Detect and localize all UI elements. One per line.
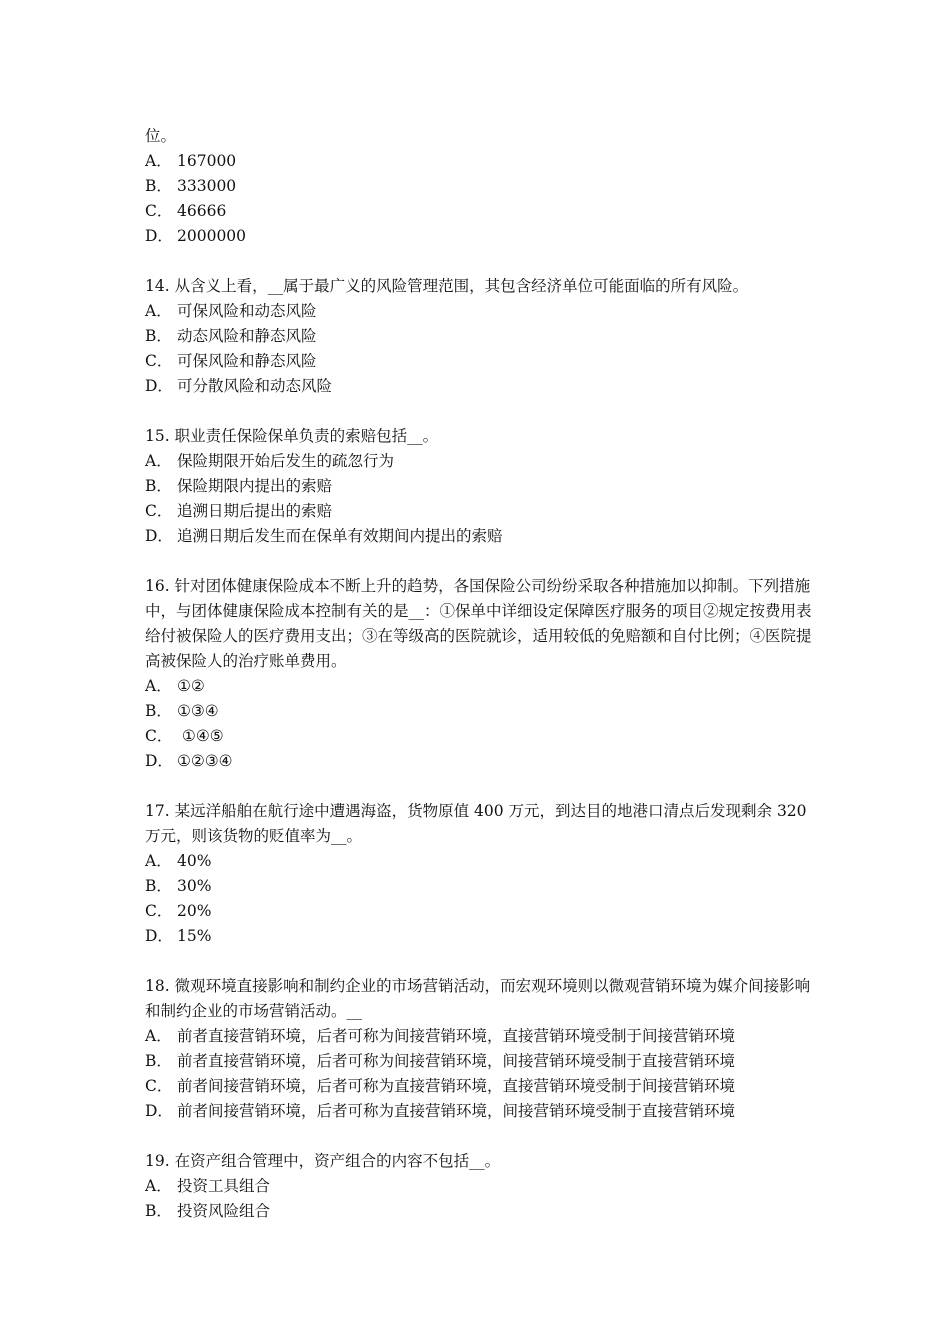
option-text: 可分散风险和动态风险	[177, 377, 333, 395]
option-b	[145, 174, 815, 199]
question-stem: 14. 从含义上看，__属于最广义的风险管理范围，其包含经济单位可能面临的所有风险。	[145, 277, 749, 295]
option-text: 前者间接营销环境，后者可称为直接营销环境，间接营销环境受制于直接营销环境	[177, 1102, 736, 1120]
option-letter: D．	[145, 227, 173, 245]
option-b	[145, 699, 815, 724]
option-letter: C．	[145, 1077, 173, 1095]
question-stem: 18. 微观环境直接影响和制约企业的市场营销活动，而宏观环境则以微观营销环境为媒介间接影响和制约企业的市场营销活动。__	[145, 977, 811, 1020]
option-d	[145, 524, 815, 549]
option-text: 30%	[177, 877, 212, 895]
option-letter: B．	[145, 877, 172, 895]
option-b	[145, 1049, 815, 1074]
question-stem: 19. 在资产组合管理中，资产组合的内容不包括__。	[145, 1152, 501, 1170]
option-d	[145, 749, 815, 774]
option-text: ①②	[177, 677, 205, 695]
option-letter: D．	[145, 1102, 173, 1120]
question-16	[145, 574, 815, 774]
option-letter: D．	[145, 927, 173, 945]
option-text: 20%	[177, 902, 212, 920]
question-stem: 17. 某远洋船舶在航行途中遭遇海盗，货物原值 400 万元，到达目的地港口清点后发现剩余 320 万元，则该货物的贬值率为__。	[145, 802, 807, 845]
option-text: ①③④	[177, 702, 219, 720]
option-letter: A．	[145, 677, 172, 695]
option-letter: C．	[145, 352, 173, 370]
option-a	[145, 299, 815, 324]
option-letter: A．	[145, 1177, 172, 1195]
option-text: 前者直接营销环境，后者可称为间接营销环境，间接营销环境受制于直接营销环境	[177, 1052, 736, 1070]
question-13-continuation	[145, 124, 815, 249]
question-stem-tail: 位。	[145, 127, 177, 145]
option-letter: B．	[145, 1052, 172, 1070]
option-c	[145, 349, 815, 374]
question-15	[145, 424, 815, 549]
option-letter: A．	[145, 302, 172, 320]
question-stem: 15. 职业责任保险保单负责的索赔包括__。	[145, 427, 439, 445]
option-text: 追溯日期后提出的索赔	[177, 502, 333, 520]
option-text: 167000	[177, 152, 237, 170]
option-d	[145, 1099, 815, 1124]
question-stem: 16. 针对团体健康保险成本不断上升的趋势，各国保险公司纷纷采取各种措施加以抑制。下列措施中，与团体健康保险成本控制有关的是__：①保单中详细设定保障医疗服务的项目②规定按费用表给付被保险人的医疗费用支出；③在等级高的医院就诊，适用较低的免赔额和自付比例；④医院提高被保险人的治疗账单费用。	[145, 577, 812, 670]
option-b	[145, 474, 815, 499]
option-text: ①②③④	[177, 752, 233, 770]
option-letter: B．	[145, 702, 172, 720]
option-text: 动态风险和静态风险	[177, 327, 317, 345]
option-text: 追溯日期后发生而在保单有效期间内提出的索赔	[177, 527, 503, 545]
option-c	[145, 499, 815, 524]
option-letter: B．	[145, 477, 172, 495]
option-c	[145, 199, 815, 224]
option-text: ①④⑤	[177, 727, 224, 745]
option-letter: C．	[145, 902, 173, 920]
question-19	[145, 1149, 815, 1224]
option-c	[145, 724, 815, 749]
option-text: 可保风险和静态风险	[177, 352, 317, 370]
option-d	[145, 924, 815, 949]
option-text: 40%	[177, 852, 212, 870]
option-d	[145, 374, 815, 399]
option-text: 投资工具组合	[177, 1177, 271, 1195]
option-c	[145, 1074, 815, 1099]
option-a	[145, 149, 815, 174]
option-letter: A．	[145, 152, 172, 170]
option-letter: B．	[145, 327, 172, 345]
option-b	[145, 324, 815, 349]
option-letter: B．	[145, 1202, 172, 1220]
option-b	[145, 1199, 815, 1224]
option-a	[145, 1024, 815, 1049]
option-text: 保险期限开始后发生的疏忽行为	[177, 452, 395, 470]
question-17	[145, 799, 815, 949]
option-letter: D．	[145, 752, 173, 770]
option-letter: C．	[145, 502, 173, 520]
option-letter: A．	[145, 852, 172, 870]
option-text: 15%	[177, 927, 212, 945]
option-letter: D．	[145, 377, 173, 395]
option-d	[145, 224, 815, 249]
option-text: 可保风险和动态风险	[177, 302, 317, 320]
option-text: 前者间接营销环境，后者可称为直接营销环境，直接营销环境受制于间接营销环境	[177, 1077, 736, 1095]
option-text: 2000000	[177, 227, 247, 245]
option-a	[145, 674, 815, 699]
option-text: 保险期限内提出的索赔	[177, 477, 333, 495]
question-14	[145, 274, 815, 399]
page-content	[145, 124, 815, 1224]
option-text: 投资风险组合	[177, 1202, 271, 1220]
option-b	[145, 874, 815, 899]
option-letter: A．	[145, 1027, 172, 1045]
option-c	[145, 899, 815, 924]
option-letter: C．	[145, 202, 173, 220]
option-letter: B．	[145, 177, 172, 195]
option-letter: D．	[145, 527, 173, 545]
option-text: 46666	[177, 202, 227, 220]
option-text: 333000	[177, 177, 237, 195]
option-a	[145, 1174, 815, 1199]
option-letter: C．	[145, 727, 173, 745]
option-text: 前者直接营销环境，后者可称为间接营销环境，直接营销环境受制于间接营销环境	[177, 1027, 736, 1045]
option-a	[145, 449, 815, 474]
option-letter: A．	[145, 452, 172, 470]
question-18	[145, 974, 815, 1124]
option-a	[145, 849, 815, 874]
